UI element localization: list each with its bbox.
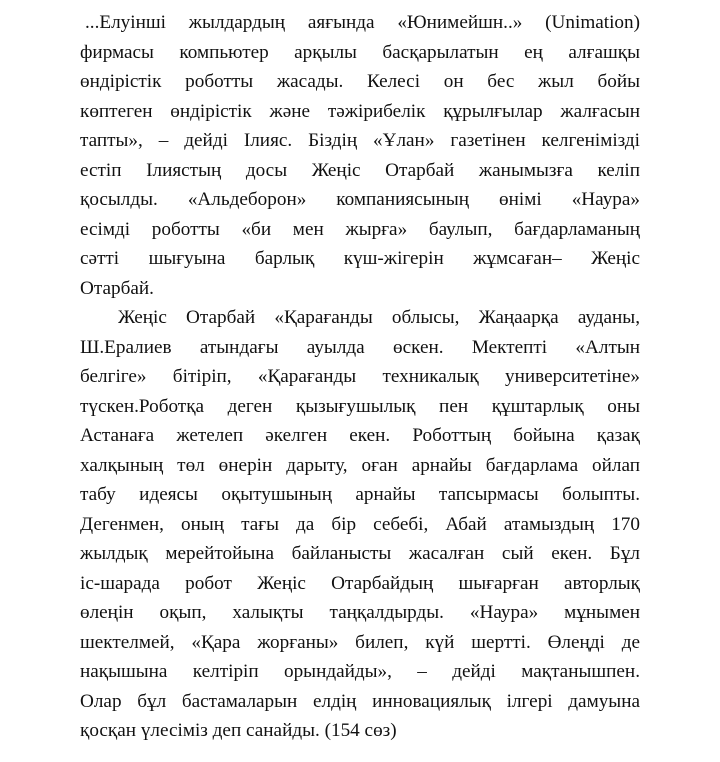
paragraph-1 xyxy=(80,8,640,303)
text-line: өлеңін оқып, халықты таңқалдырды. «Наура» мұнымен xyxy=(80,602,640,623)
text-line: естіп Ілиястың досы Жеңіс Отарбай жанымызға келіп xyxy=(80,159,640,181)
text-line: сәтті шығуына барлық күш-жігерін жұмсаған– Жеңіс xyxy=(80,248,640,269)
text-line: нақышына келтіріп орындайды», – дейді мақтанышпен. xyxy=(80,661,640,682)
text-line: Ш.Ералиев атындағы ауылда өскен. Мектепті «Алтын xyxy=(80,336,640,358)
text-line: өндірістік роботты жасады. Келесі он бес жыл бойы xyxy=(80,71,640,92)
text-line: жылдық мерейтойына байланысты жасалған сый екен. Бұл xyxy=(80,543,640,564)
paragraph-2 xyxy=(80,303,640,746)
text-line: табу идеясы оқытушының арнайы тапсырмасы болыпты. xyxy=(80,484,640,505)
text-line: ...Елуінші жылдардың аяғында «Юнимейшн..» (Unimation) xyxy=(85,12,640,33)
text-line: Отарбай. xyxy=(80,277,154,299)
document-page xyxy=(80,8,640,746)
text-line: іс-шарада робот Жеңіс Отарбайдың шығарған авторлық xyxy=(80,572,640,594)
text-line: Астанаға жетелеп әкелген екен. Роботтың бойына қазақ xyxy=(80,425,640,446)
text-line: түскен.Роботқа деген қызығушылық пен құштарлық оны xyxy=(80,395,640,417)
text-line: көптеген өндірістік және тәжірибелік құрылғылар жалғасын xyxy=(80,100,640,122)
text-line: белгіге» бітіріп, «Қарағанды техникалық университетіне» xyxy=(80,366,640,387)
text-line: қосылды. «Альдеборон» компаниясының өнімі «Наура» xyxy=(80,189,640,210)
text-line: Дегенмен, оның тағы да бір себебі, Абай атамыздың 170 xyxy=(80,513,640,535)
text-line: шектелмей, «Қара жорғаны» билеп, күй шертті. Өлеңді де xyxy=(80,631,640,653)
text-line: фирмасы компьютер арқылы басқарылатын ең алғашқы xyxy=(80,41,640,63)
text-line: есімді роботты «би мен жырға» баулып, бағдарламаның xyxy=(80,218,640,240)
text-line: халқының төл өнерін дарыту, оған арнайы бағдарлама ойлап xyxy=(80,454,640,476)
text-line: Жеңіс Отарбай «Қарағанды облысы, Жаңаарқа ауданы, xyxy=(118,307,640,328)
text-line: тапты», – дейді Ілияс. Біздің «Ұлан» газетінен келгенімізді xyxy=(80,130,640,151)
text-line: Олар бұл бастамаларын елдің инновациялық ілгері дамуына xyxy=(80,690,640,712)
text-line: қосқан үлесіміз деп санайды. (154 сөз) xyxy=(80,720,397,741)
